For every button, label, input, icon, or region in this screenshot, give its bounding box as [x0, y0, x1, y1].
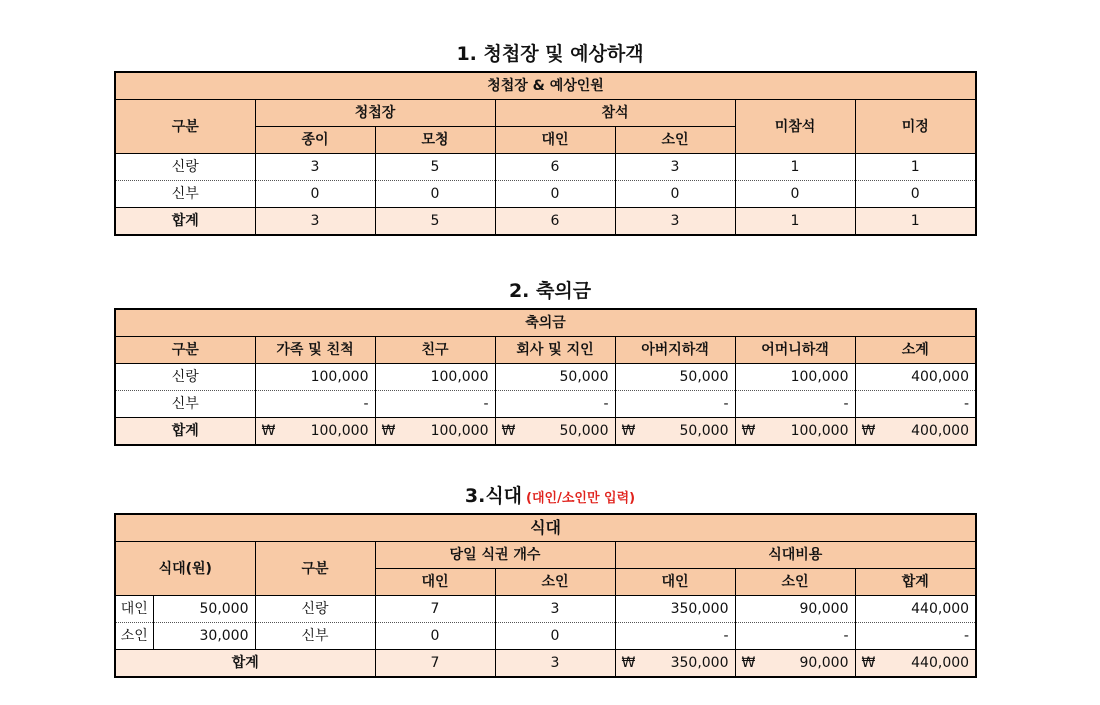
gift-banner: 축의금	[115, 309, 976, 337]
header-meal-price: 식대(원)	[115, 542, 255, 596]
row-label: 신부	[115, 181, 255, 208]
amount: 100,000	[430, 423, 489, 439]
total-cost-total	[855, 650, 976, 678]
amount: 90,000	[799, 655, 849, 671]
total-absent: 1	[735, 208, 855, 236]
cell-adult[interactable]: 6	[495, 154, 615, 181]
cell-friends[interactable]: 100,000	[375, 364, 495, 391]
won-sign: ₩	[861, 655, 876, 671]
cell-ticket-adult[interactable]: 7	[375, 596, 495, 623]
total-paper: 3	[255, 208, 375, 236]
header-undecided: 미정	[855, 100, 976, 154]
amount: 400,000	[911, 423, 969, 439]
gift-money-table	[114, 308, 977, 446]
table-row	[115, 391, 976, 418]
total-ticket-adult: 7	[375, 650, 495, 678]
section2-title: 2. 축의금	[508, 280, 592, 302]
cell-friends[interactable]: -	[375, 391, 495, 418]
total-mother	[735, 418, 855, 446]
cell-mobile[interactable]: 5	[375, 154, 495, 181]
total-row	[115, 208, 976, 236]
header-cost: 식대비용	[615, 542, 976, 569]
total-adult: 6	[495, 208, 615, 236]
cell-undecided[interactable]: 0	[855, 181, 976, 208]
won-sign: ₩	[261, 423, 276, 439]
header-cost-adult: 대인	[615, 569, 735, 596]
cell-mother[interactable]: -	[735, 391, 855, 418]
won-sign: ₩	[621, 423, 636, 439]
cell-cost-total: 440,000	[855, 596, 976, 623]
cell-paper[interactable]: 3	[255, 154, 375, 181]
table-row	[115, 154, 976, 181]
total-label: 합계	[115, 650, 375, 678]
cell-undecided[interactable]: 1	[855, 154, 976, 181]
cell-cost-child: -	[735, 623, 855, 650]
cell-work[interactable]: -	[495, 391, 615, 418]
total-child: 3	[615, 208, 735, 236]
cell-child[interactable]: 3	[615, 154, 735, 181]
header-ticket-child: 소인	[495, 569, 615, 596]
cell-side: 신랑	[255, 596, 375, 623]
input-note: (대인/소인만 입력)	[526, 491, 636, 506]
won-sign: ₩	[621, 655, 636, 671]
section3-title: 3.식대	[464, 485, 523, 507]
amount: 350,000	[670, 655, 729, 671]
total-friends	[375, 418, 495, 446]
cell-paper[interactable]: 0	[255, 181, 375, 208]
cell-side: 신부	[255, 623, 375, 650]
row-label: 신랑	[115, 154, 255, 181]
invitation-table	[114, 71, 977, 236]
cell-mother[interactable]: 100,000	[735, 364, 855, 391]
total-undecided: 1	[855, 208, 976, 236]
row-label: 신부	[115, 391, 255, 418]
cell-father[interactable]: 50,000	[615, 364, 735, 391]
header-ticket-adult: 대인	[375, 569, 495, 596]
cell-ticket-adult[interactable]: 0	[375, 623, 495, 650]
amount: 50,000	[679, 423, 729, 439]
total-cost-adult	[615, 650, 735, 678]
price-label: 소인	[115, 623, 153, 650]
won-sign: ₩	[381, 423, 396, 439]
header-category: 구분	[115, 100, 255, 154]
cell-father[interactable]: -	[615, 391, 735, 418]
cell-family[interactable]: 100,000	[255, 364, 375, 391]
header-work: 회사 및 지인	[495, 337, 615, 364]
cell-price[interactable]: 50,000	[153, 596, 255, 623]
meal-cost-table	[114, 513, 977, 678]
cell-ticket-child[interactable]: 0	[495, 623, 615, 650]
cell-cost-adult: 350,000	[615, 596, 735, 623]
cell-cost-total: -	[855, 623, 976, 650]
header-cost-total: 합계	[855, 569, 976, 596]
cell-absent[interactable]: 1	[735, 154, 855, 181]
cell-work[interactable]: 50,000	[495, 364, 615, 391]
total-work	[495, 418, 615, 446]
cell-subtotal: -	[855, 391, 976, 418]
total-subtotal	[855, 418, 976, 446]
meal-banner: 식대	[115, 514, 976, 542]
total-label: 합계	[115, 208, 255, 236]
header-attend: 참석	[495, 100, 735, 127]
total-family	[255, 418, 375, 446]
header-mother: 어머니하객	[735, 337, 855, 364]
header-family: 가족 및 친척	[255, 337, 375, 364]
cell-mobile[interactable]: 0	[375, 181, 495, 208]
section1-title: 1. 청첩장 및 예상하객	[456, 43, 644, 65]
total-cost-child	[735, 650, 855, 678]
table-row	[115, 623, 976, 650]
header-paper: 종이	[255, 127, 375, 154]
amount: 440,000	[911, 655, 970, 671]
amount: 50,000	[559, 423, 609, 439]
cell-absent[interactable]: 0	[735, 181, 855, 208]
header-absent: 미참석	[735, 100, 855, 154]
total-label: 합계	[115, 418, 255, 446]
cell-child[interactable]: 0	[615, 181, 735, 208]
total-father	[615, 418, 735, 446]
cell-adult[interactable]: 0	[495, 181, 615, 208]
header-adult: 대인	[495, 127, 615, 154]
total-row	[115, 650, 976, 678]
price-label: 대인	[115, 596, 153, 623]
table-row	[115, 596, 976, 623]
header-child: 소인	[615, 127, 735, 154]
header-category: 구분	[115, 337, 255, 364]
total-mobile: 5	[375, 208, 495, 236]
cell-subtotal: 400,000	[855, 364, 976, 391]
cell-price[interactable]: 30,000	[153, 623, 255, 650]
amount: 100,000	[790, 423, 849, 439]
invitation-banner: 청첩장 & 예상인원	[115, 72, 976, 100]
table-row	[115, 181, 976, 208]
amount: 100,000	[310, 423, 369, 439]
header-subtotal: 소계	[855, 337, 976, 364]
header-father: 아버지하객	[615, 337, 735, 364]
header-friends: 친구	[375, 337, 495, 364]
row-label: 신랑	[115, 364, 255, 391]
cell-ticket-child[interactable]: 3	[495, 596, 615, 623]
header-invitation: 청첩장	[255, 100, 495, 127]
header-tickets: 당일 식권 개수	[375, 542, 615, 569]
cell-cost-child: 90,000	[735, 596, 855, 623]
header-mobile: 모청	[375, 127, 495, 154]
total-ticket-child: 3	[495, 650, 615, 678]
total-row	[115, 418, 976, 446]
won-sign: ₩	[501, 423, 516, 439]
table-row	[115, 364, 976, 391]
won-sign: ₩	[741, 423, 756, 439]
cell-cost-adult: -	[615, 623, 735, 650]
section3-title-wrap	[0, 484, 1100, 511]
won-sign: ₩	[741, 655, 756, 671]
cell-family[interactable]: -	[255, 391, 375, 418]
header-cost-child: 소인	[735, 569, 855, 596]
won-sign: ₩	[861, 423, 876, 439]
header-category: 구분	[255, 542, 375, 596]
